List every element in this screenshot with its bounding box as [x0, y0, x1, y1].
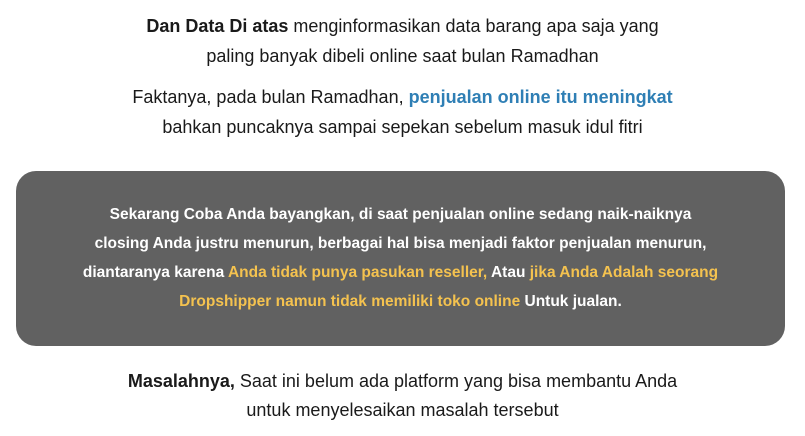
fact-text: Faktanya, pada bulan Ramadhan,: [132, 87, 409, 107]
panel-text-3: diantaranya karena: [82, 264, 228, 281]
panel-line-3: [16, 262, 785, 284]
intro-text: menginformasikan data barang apa saja yang: [288, 16, 659, 36]
panel-text-1: Sekarang Coba Anda bayangkan, di saat penjualan online sedang naik-naiknya: [109, 206, 692, 223]
problem-text-2: untuk menyelesaikan masalah tersebut: [246, 400, 559, 420]
intro-bold-text: Dan Data Di atas: [146, 16, 289, 36]
fact-text-2: bahkan puncaknya sampai sepekan sebelum masuk idul fitri: [162, 117, 643, 137]
panel-line-1: [16, 204, 785, 226]
intro-line-1: [0, 14, 805, 38]
panel-highlight-toko: Dropshipper namun tidak memiliki toko online: [179, 293, 521, 310]
panel-text-3b: Atau: [487, 264, 530, 281]
callout-panel: [16, 171, 785, 346]
fact-line-1: [0, 85, 805, 109]
fact-line-2: [0, 115, 805, 139]
panel-text-2: closing Anda justru menurun, berbagai hal bisa menjadi faktor penjualan menurun,: [94, 235, 707, 252]
panel-highlight-dropshipper: jika Anda Adalah seorang: [529, 264, 719, 281]
problem-text: Saat ini belum ada platform yang bisa membantu Anda: [234, 371, 678, 391]
intro-line-2: [0, 44, 805, 68]
panel-line-4: [16, 291, 785, 313]
panel-text-4: Untuk jualan.: [520, 293, 622, 310]
intro-text-2: paling banyak dibeli online saat bulan Ramadhan: [206, 46, 599, 66]
panel-line-2: [16, 233, 785, 255]
problem-line-2: [0, 398, 805, 422]
problem-bold-text: Masalahnya,: [127, 371, 235, 391]
fact-highlight: penjualan online itu meningkat: [408, 87, 673, 107]
panel-highlight-reseller: Anda tidak punya pasukan reseller,: [227, 264, 488, 281]
problem-line-1: [0, 369, 805, 393]
